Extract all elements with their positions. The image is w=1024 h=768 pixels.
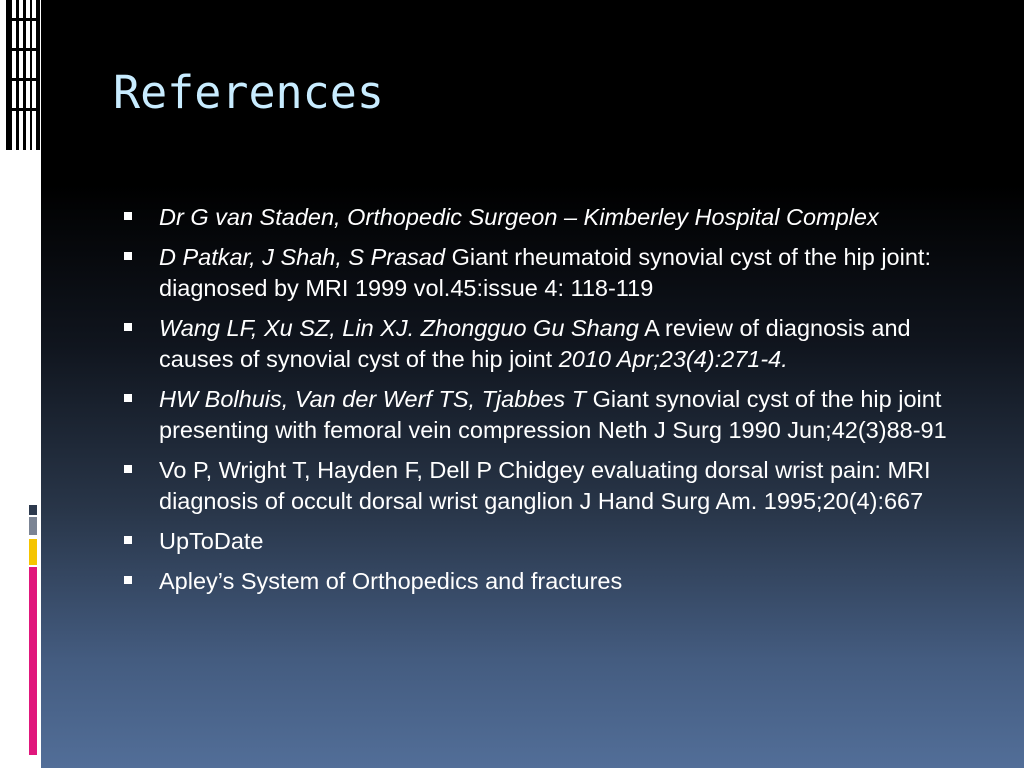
reference-italic-text: D Patkar, J Shah, S Prasad: [159, 244, 446, 270]
square-bullet-icon: [124, 394, 132, 402]
frame-lines-icon: [0, 0, 40, 150]
accent-bar-dark: [29, 505, 37, 515]
square-bullet-icon: [124, 536, 132, 544]
reference-item: [122, 455, 982, 517]
reference-italic-text: 2010 Apr;23(4):271-4.: [558, 346, 788, 372]
reference-text: A review of diagnosis and causes of synovial cyst of the hip joint: [159, 315, 911, 372]
reference-text: Giant rheumatoid synovial cyst of the hip joint: diagnosed by MRI 1999 vol.45:issue 4: 118-119: [159, 244, 931, 301]
reference-italic-text: Wang LF, Xu SZ, Lin XJ. Zhongguo Gu Shang: [159, 315, 639, 341]
square-bullet-icon: [124, 323, 132, 331]
reference-item: [122, 566, 982, 597]
square-bullet-icon: [124, 576, 132, 584]
reference-text: Vo P, Wright T, Hayden F, Dell P Chidgey evaluating dorsal wrist pain: MRI diagnosis of occult dorsal wrist ganglion J Hand Surg Am. 1995;20(4):667: [159, 457, 931, 514]
reference-item: [122, 384, 982, 446]
reference-italic-text: HW Bolhuis, Van der Werf TS, Tjabbes T: [159, 386, 587, 412]
accent-bar-yellow: [29, 539, 37, 565]
reference-text: Apley’s System of Orthopedics and fractures: [159, 568, 623, 594]
accent-bar-pink: [29, 567, 37, 755]
square-bullet-icon: [124, 212, 132, 220]
reference-item: [122, 313, 982, 375]
reference-text: Giant synovial cyst of the hip joint presenting with femoral vein compression Neth J Surg 1990 Jun;42(3)88-91: [159, 386, 947, 443]
reference-item: [122, 202, 982, 233]
accent-bar-gray: [29, 517, 37, 535]
references-list: [122, 202, 982, 606]
square-bullet-icon: [124, 465, 132, 473]
reference-text: UpToDate: [159, 528, 264, 554]
reference-item: [122, 526, 982, 557]
reference-item: [122, 242, 982, 304]
square-bullet-icon: [124, 252, 132, 260]
accent-bars-decoration: [0, 505, 40, 755]
reference-italic-text: Dr G van Staden, Orthopedic Surgeon – Kimberley Hospital Complex: [159, 204, 879, 230]
slide-title: References: [113, 66, 384, 119]
